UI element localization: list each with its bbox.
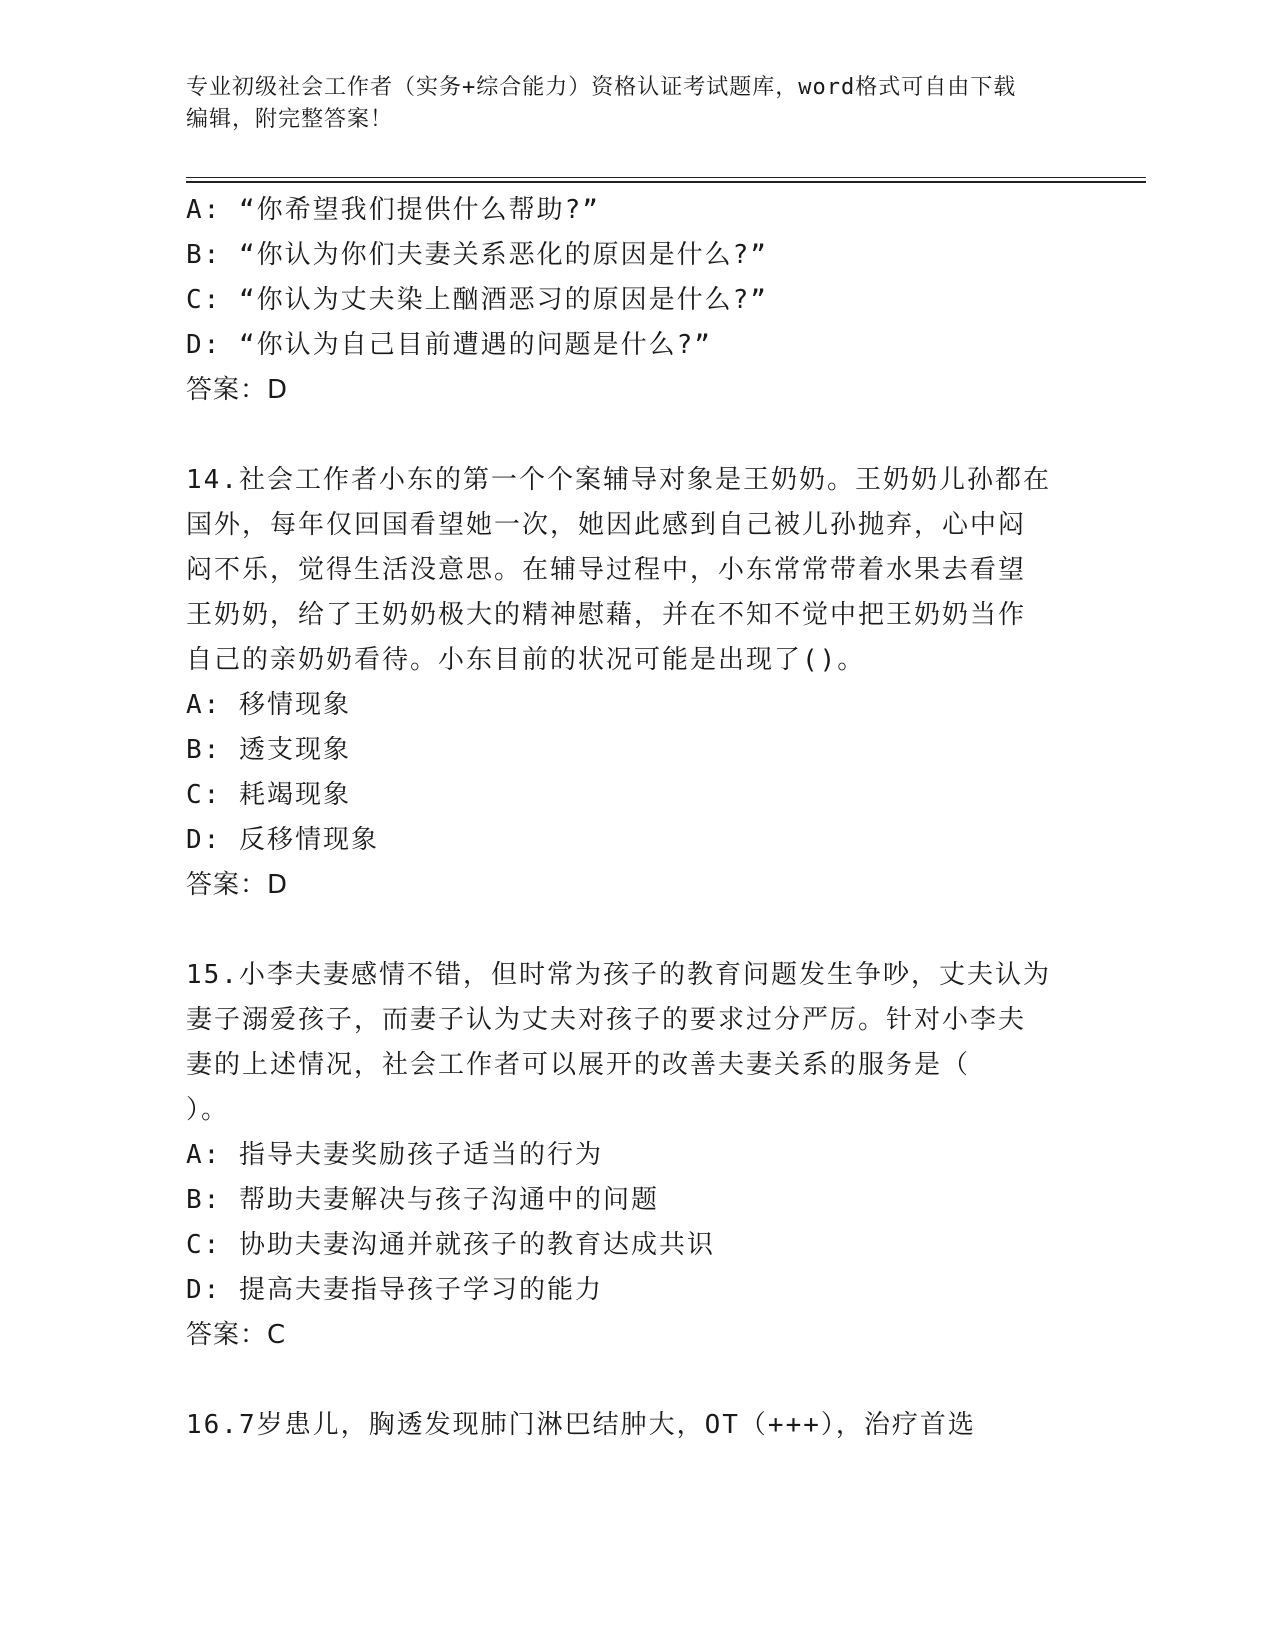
option-b: B: “你认为你们夫妻关系恶化的原因是什么?” — [186, 240, 768, 270]
question-list — [186, 188, 1086, 1448]
option-a: A: “你希望我们提供什么帮助?” — [186, 195, 600, 225]
option-b: B: 帮助夫妻解决与孩子沟通中的问题 — [186, 1185, 659, 1215]
spacer — [186, 413, 1086, 458]
document-header — [186, 72, 1106, 136]
question-stem — [186, 458, 1076, 683]
stem-line: 自己的亲奶奶看待。小东目前的状况可能是出现了()。 — [186, 645, 866, 675]
question-stem — [186, 953, 1076, 1133]
option-b: B: 透支现象 — [186, 735, 351, 765]
option-d: D: “你认为自己目前遭遇的问题是什么?” — [186, 330, 712, 360]
stem-line: ）。 — [186, 1095, 230, 1125]
header-divider-thin — [186, 177, 1146, 178]
question-15 — [186, 953, 1086, 1358]
option-c: C: 协助夫妻沟通并就孩子的教育达成共识 — [186, 1230, 715, 1260]
question-stem — [186, 1403, 1076, 1448]
option-a: A: 移情现象 — [186, 690, 351, 720]
stem-line: 国外，每年仅回国看望她一次，她因此感到自己被儿孙抛弃，心中闷 — [186, 510, 1027, 540]
spacer — [186, 908, 1086, 953]
option-c: C: “你认为丈夫染上酗酒恶习的原因是什么?” — [186, 285, 768, 315]
header-line-2: 编辑，附完整答案！ — [186, 107, 394, 132]
option-d: D: 反移情现象 — [186, 825, 379, 855]
stem-line: 妻的上述情况，社会工作者可以展开的改善夫妻关系的服务是（ — [186, 1050, 971, 1080]
header-line-1: 专业初级社会工作者（实务+综合能力）资格认证考试题库，word格式可自由下载 — [186, 75, 1017, 100]
option-a: A: 指导夫妻奖励孩子适当的行为 — [186, 1140, 603, 1170]
question-14 — [186, 458, 1086, 908]
stem-line: 妻子溺爱孩子，而妻子认为丈夫对孩子的要求过分严厉。针对小李夫 — [186, 1005, 1027, 1035]
stem-line: 王奶奶，给了王奶奶极大的精神慰藉，并在不知不觉中把王奶奶当作 — [186, 600, 1027, 630]
question-13 — [186, 188, 1086, 413]
option-d: D: 提高夫妻指导孩子学习的能力 — [186, 1275, 603, 1305]
option-c: C: 耗竭现象 — [186, 780, 351, 810]
stem-line: 16.7岁患儿，胸透发现肺门淋巴结肿大，OT（+++），治疗首选 — [186, 1410, 976, 1440]
answer: 答案：D — [186, 870, 289, 900]
stem-line: 闷不乐，觉得生活没意思。在辅导过程中，小东常常带着水果去看望 — [186, 555, 1027, 585]
stem-line: 15.小李夫妻感情不错，但时常为孩子的教育问题发生争吵，丈夫认为 — [186, 960, 1051, 990]
header-divider-thick — [186, 181, 1146, 183]
stem-line: 14.社会工作者小东的第一个个案辅导对象是王奶奶。王奶奶儿孙都在 — [186, 465, 1051, 495]
question-16 — [186, 1403, 1086, 1448]
answer: 答案：C — [186, 1320, 287, 1350]
answer: 答案：D — [186, 375, 289, 405]
spacer — [186, 1358, 1086, 1403]
